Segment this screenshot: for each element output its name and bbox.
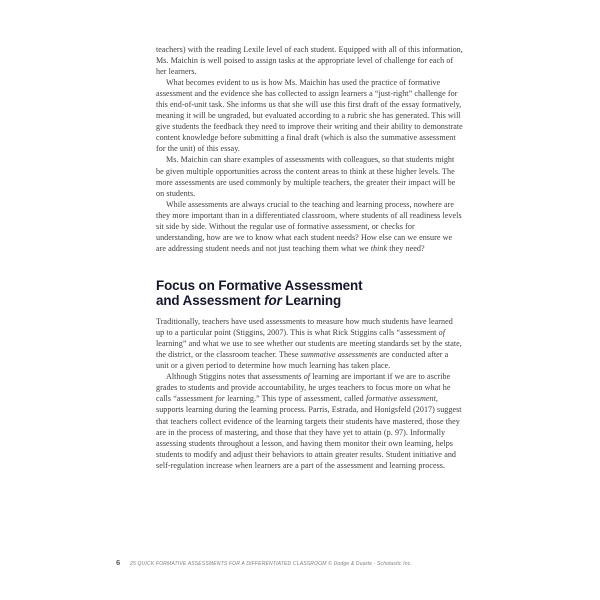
paragraph-4 xyxy=(156,199,463,254)
paragraph-4-emphasis-think: think xyxy=(370,243,388,253)
paragraph-1: teachers) with the reading Lexile level of each student. Equipped with all of this information, Ms. Maichin is well poised to assign tasks at the appropriate level of challenge for each of her learners. xyxy=(156,45,463,77)
page-number: 6 xyxy=(116,558,121,567)
paragraph-5-run-3: are conducted after a unit or a given period to determine how much learning has taken place. xyxy=(156,350,449,371)
paragraph-6 xyxy=(156,371,463,470)
paragraph-6-emphasis-for: for xyxy=(215,394,225,404)
paragraph-5-run-2: learning” and what we use to see whether our students are meeting standards set by the state, the district, or the classroom teacher. These xyxy=(156,339,462,360)
section-heading-line-2-before: and Assessment xyxy=(156,293,265,309)
paragraph-6-emphasis-of: of xyxy=(303,372,311,382)
section-heading xyxy=(156,254,463,316)
paragraph-4-run-1: While assessments are always crucial to the teaching and learning process, nowhere are they more important than in a differentiated classroom, where students of all readiness levels sit side by side. Without the regular use of formative assessment, or checks for understanding, how are we to know what each student needs? How else can we ensure we are addressing student needs and not just teaching them what we xyxy=(156,199,462,253)
paragraph-6-run-2: learning are important if we are to ascribe grades to students and provide accountability, he urges teachers to focus more on what he calls “assessment xyxy=(156,372,451,404)
paragraph-5-emphasis-of: of xyxy=(438,328,446,338)
paragraph-6-emphasis-formative-assessment: formative assessment xyxy=(365,394,436,404)
footer-credit-line: 25 QUICK FORMATIVE ASSESSMENTS FOR A DIFFERENTIATED CLASSROOM © Dodge & Duarte · Scholastic Inc. xyxy=(130,561,412,567)
paragraph-5 xyxy=(156,316,463,371)
paragraph-6-run-3: learning.” This type of assessment, called xyxy=(224,394,366,404)
paragraph-6-run-1: Although Stiggins notes that assessments xyxy=(166,372,304,382)
text-column xyxy=(156,44,463,471)
paragraph-4-run-2: they need? xyxy=(387,243,425,253)
paragraph-3: Ms. Maichin can share examples of assessments with colleagues, so that students might be given multiple opportunities across the content areas to think at these higher levels. The more assessments are used commonly by multiple teachers, the greater their impact will be on students. xyxy=(156,155,456,198)
paragraph-2: What becomes evident to us is how Ms. Maichin has used the practice of formative assessment and the evidence she has collected to assign learners a “just-right” challenge for this end-of-unit task. She informs us that she will use this first draft of the essay formatively, meaning it will be ungraded, but evaluated according to a rubric she has generated. This will give students the feedback they need to improve their writing and their ability to demonstrate content knowledge before submitting a final draft (which is also the summative assessment for the unit) of this essay. xyxy=(156,78,463,154)
paragraph-5-run-1: Traditionally, teachers have used assessments to measure how much students have learned up to a particular point (Stiggins, 2007). This is what Rick Stiggins calls “assessment xyxy=(156,317,453,338)
paragraph-5-emphasis-summative-assessments: summative assessments xyxy=(300,350,378,360)
section-heading-line-2-after: Learning xyxy=(281,293,342,309)
section-heading-line-1: Focus on Formative Assessment xyxy=(156,277,363,293)
page-footer xyxy=(116,558,516,567)
paragraph-6-run-4: , supports learning during the learning process. Parris, Estrada, and Honigsfeld (2017) suggest that teachers collect evidence of the learning targets their students have mastered, those they are in the process of mastering, and those that they have yet to attain (p. 97). Informally assessing students throughout a lesson, and having them monitor their own learning, helps students to modify and adjust their behaviors to attain greater results. Student initiative and self-regulation increase when learners are a part of the assessment and learning process. xyxy=(156,394,462,470)
section-heading-emphasis-for: for xyxy=(264,293,282,309)
